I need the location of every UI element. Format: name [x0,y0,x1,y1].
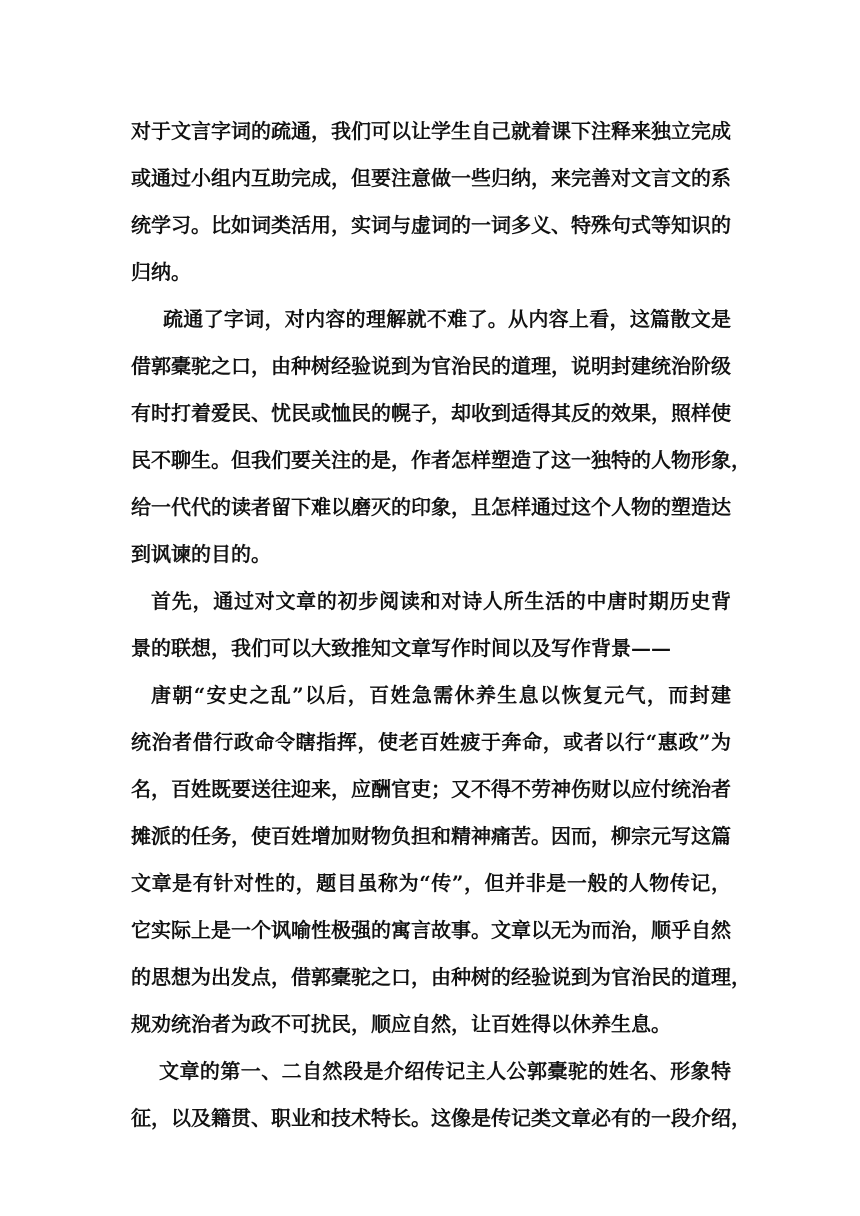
text-line: 它实际上是一个讽喻性极强的寓言故事。文章以无为而治，顺乎自然 [131,918,731,942]
text-line: 对于文言字词的疏通，我们可以让学生自己就着课下注释来独立完成 [131,119,731,143]
text-line: 首先，通过对文章的初步阅读和对诗人所生活的中唐时期历史背 [151,589,731,613]
text-line: 统治者借行政命令瞎指挥，使老百姓疲于奔命，或者以行“惠政”为 [131,730,731,754]
text-line: 摊派的任务，使百姓增加财物负担和精神痛苦。因而，柳宗元写这篇 [131,824,731,848]
text-line: 统学习。比如词类活用，实词与虚词的一词多义、特殊句式等知识的 [131,213,731,237]
paragraph [131,108,731,296]
text-line: 的思想为出发点，借郭橐驼之口，由种树的经验说到为官治民的道理， [131,965,751,989]
text-line: 征，以及籍贯、职业和技术特长。这像是传记类文章必有的一段介绍， [131,1106,751,1130]
text-line: 有时打着爱民、忧民或恤民的幌子，却收到适得其反的效果，照样使 [131,401,731,425]
text-line: 文章是有针对性的，题目虽称为“传”，但并非是一般的人物传记， [131,871,731,895]
text-line: 规劝统治者为政不可扰民，顺应自然，让百姓得以休养生息。 [131,1012,671,1036]
paragraph [131,1048,751,1142]
text-line: 景的联想，我们可以大致推知文章写作时间以及写作背景—— [131,636,671,660]
text-line: 文章的第一、二自然段是介绍传记主人公郭橐驼的姓名、形象特 [159,1059,731,1083]
text-line: 或通过小组内互助完成，但要注意做一些归纳，来完善对文言文的系 [131,166,731,190]
text-line: 到讽谏的目的。 [131,542,271,566]
text-line: 唐朝“安史之乱”以后，百姓急需休养生息以恢复元气，而封建 [151,683,731,707]
paragraph [131,578,731,672]
text-line: 民不聊生。但我们要关注的是，作者怎样塑造了这一独特的人物形象， [131,448,751,472]
document-body [131,108,751,1142]
text-line: 名，百姓既要送往迎来，应酬官吏；又不得不劳神伤财以应付统治者 [131,777,731,801]
text-line: 归纳。 [131,260,191,284]
paragraph [131,672,751,1048]
text-line: 借郭橐驼之口，由种树经验说到为官治民的道理，说明封建统治阶级 [131,354,731,378]
text-line: 给一代代的读者留下难以磨灭的印象，且怎样通过这个人物的塑造达 [131,495,731,519]
paragraph [131,296,751,578]
text-line: 疏通了字词，对内容的理解就不难了。从内容上看，这篇散文是 [163,307,731,331]
